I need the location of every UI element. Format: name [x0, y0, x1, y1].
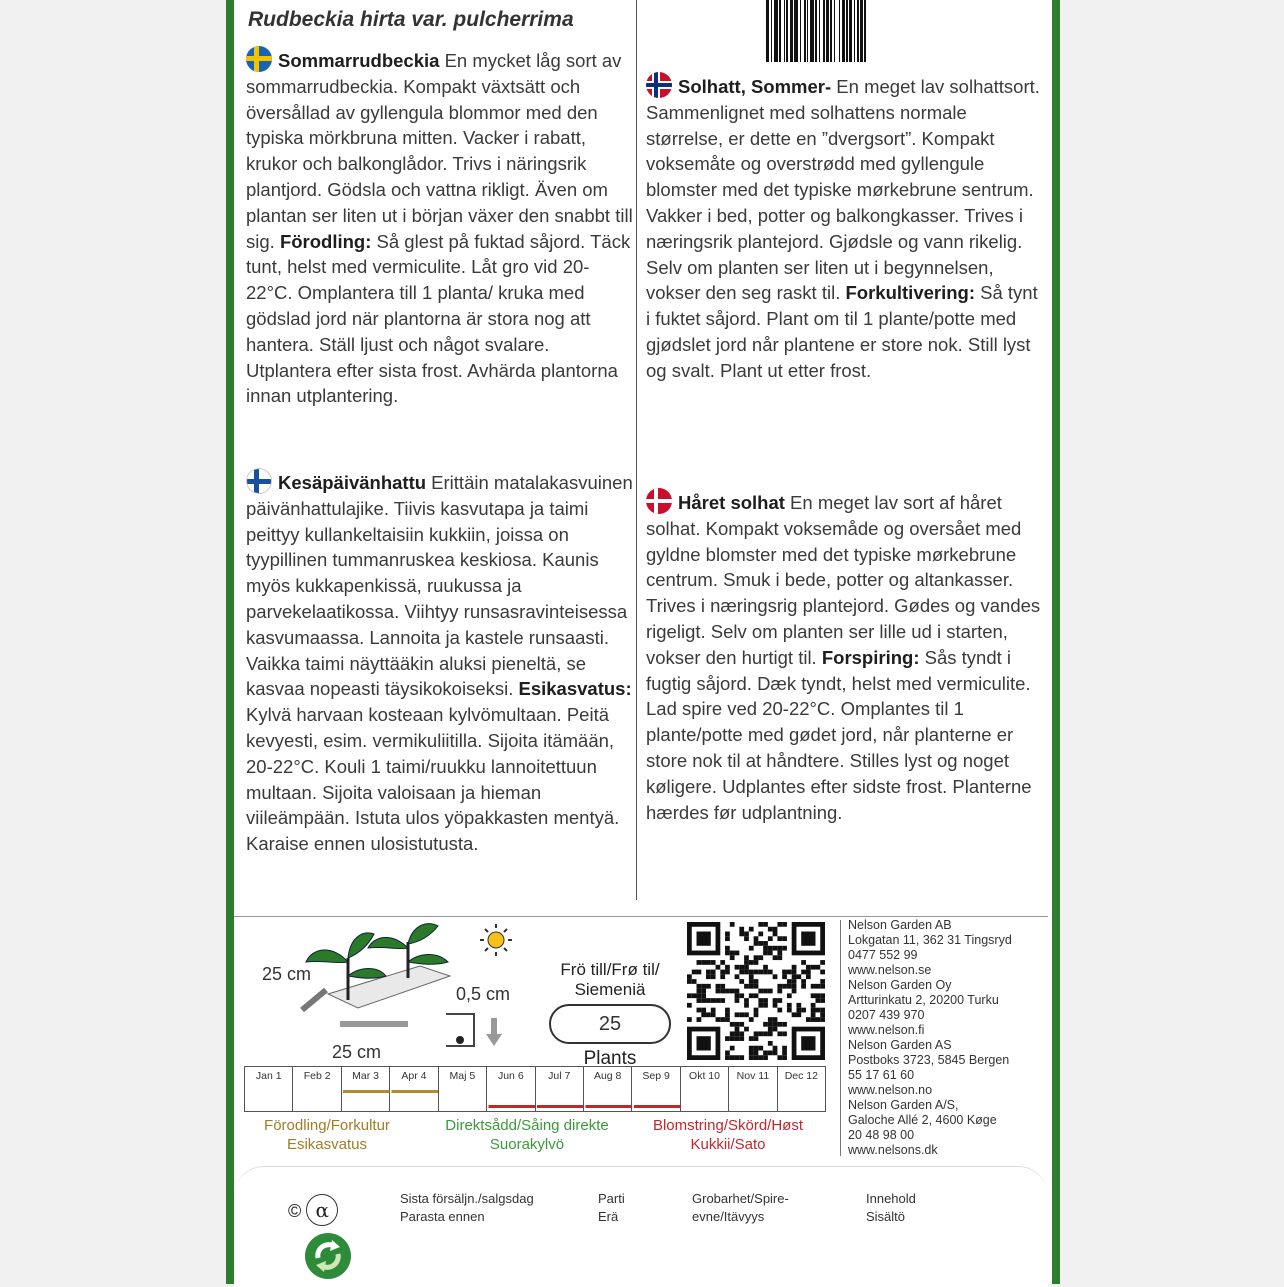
company-phone: 55 17 61 60 [848, 1068, 915, 1082]
bottom-section-divider [234, 916, 1048, 917]
legend-direct-sowing: Direktsådd/Såing direkte Suorakylvö [445, 1117, 609, 1153]
contact-sweden [848, 918, 1054, 978]
section-subtitle: Esikasvatus: [518, 678, 632, 700]
germination-label: Grobarhet/Spire- evne/Itävyys [692, 1191, 789, 1224]
contents-label: Innehold Sisältö [866, 1191, 916, 1224]
company-name: Nelson Garden AS [848, 1038, 952, 1052]
spacing-label: 25 cm [332, 1042, 382, 1062]
green-edge-left [226, 0, 234, 1284]
company-website: www.nelson.fi [848, 1023, 925, 1037]
flowering-bar [586, 1105, 633, 1108]
calendar-month: Aug 8 [584, 1067, 632, 1111]
seed-count-label: Frö till/Frø til/ Siemeniä [560, 960, 660, 999]
company-address: Postboks 3723, 5845 Bergen [848, 1053, 1010, 1067]
calendar-month: Maj 5 [439, 1067, 487, 1111]
company-address: Galoche Allé 2, 4600 Køge [848, 1113, 997, 1127]
section-subtitle: Forspiring: [821, 646, 920, 668]
alpha-logo-icon: α [306, 1194, 338, 1226]
company-phone: 0207 439 970 [848, 1008, 925, 1022]
company-address: Lokgatan 11, 362 31 Tingsryd [848, 933, 1012, 947]
company-name: Nelson Garden AB [848, 918, 952, 932]
company-website: www.nelson.se [848, 963, 932, 977]
section-finnish [246, 468, 634, 857]
section-title: Sommarrudbeckia [278, 50, 440, 71]
company-name: Nelson Garden A/S, [848, 1098, 959, 1112]
section-subtitle: Förodling: [279, 230, 372, 252]
legend-flowering: Blomstring/Skörd/Høst Kukkii/Sato [652, 1117, 804, 1153]
contact-separator [840, 920, 841, 1156]
section-subtext: Sås tyndt i fugtig såjord. Dæk tyndt, helst med vermiculite. Lad spire ved 20-22°C. Omplantes til 1 plante/potte med gødet jord, når planterne er store nok til at håndtere. Stilles lyst og noget køligere. Udplantes efter sidste frost. Planterne hærdes før udplantning. [646, 646, 1032, 823]
contact-denmark [848, 1098, 1054, 1158]
qr-code-icon [686, 922, 826, 1060]
calendar-month: Nov 11 [729, 1067, 777, 1111]
flowering-bar [489, 1105, 536, 1108]
contact-norway [848, 1038, 1054, 1098]
last-sale-date-label: Sista försäljn./salgsdag Parasta ennen [400, 1191, 534, 1224]
company-address: Artturinkatu 2, 20200 Turku [848, 993, 999, 1007]
danish-flag-icon [646, 488, 672, 514]
barcode [766, 0, 1018, 62]
calendar-month: Mar 3 [342, 1067, 390, 1111]
planting-diagram [240, 918, 530, 1068]
section-subtext: Kylvä harvaan kosteaan kylvömultaan. Peitä kevyesti, esim. vermikuliitilla. Sijoita itämään, 20-22°C. Kouli 1 taimi/ruukku lannoitettuun multaan. Sijoita valoisaan ja hieman viileämpään. Istuta ulos yöpakkasten mentyä. Karaise ennen ulosistutusta. [246, 704, 620, 855]
flowering-bar [537, 1105, 584, 1108]
calendar-month: Jun 6 [487, 1067, 535, 1111]
company-phone: 20 48 98 00 [848, 1128, 915, 1142]
section-intro: En meget lav solhattsort. Sammenlignet med solhattens normale størrelse, er dette en ”dvergsort”. Kompakt voksemåte og overstrødd med gyllengule blomster med det typiske mørkebrune sentrum. Vakker i bed, potter og balkongkasser. Trives i næringsrik plantejord. Gjødsle og vann rikelig. Selv om planten ser liten ut i begynnelsen, vokser den seg raskt til. [646, 76, 1040, 304]
seed-count-unit: Plants [583, 1048, 637, 1069]
recycle-icon [304, 1232, 352, 1280]
height-label: 25 cm [262, 964, 312, 984]
company-phone: 0477 552 99 [848, 948, 918, 962]
swedish-flag-icon [246, 46, 272, 72]
section-subtext: Så glest på fuktad såjord. Täck tunt, helst med vermiculite. Låt gro vid 20-22°C. Omplantera till 1 planta/ kruka med gödslad jord när plantorna är stora nog att hantera. Ställ ljust och något svalare. Utplantera efter sista frost. Avhärda plantorna innan utplantering. [246, 230, 631, 407]
sun-icon [480, 924, 512, 956]
contact-list [848, 918, 1054, 1158]
seed-count-value: 25 [549, 1004, 671, 1044]
depth-label: 0,5 cm [456, 984, 511, 1004]
copyright-symbol: © [288, 1201, 302, 1221]
calendar-month: Jan 1 [245, 1067, 293, 1111]
latin-name: Rudbeckia hirta var. pulcherrima [248, 8, 574, 31]
section-danish [646, 488, 1042, 825]
section-intro: En meget lav sort af håret solhat. Kompakt voksemåde og oversået med gyldne blomster med det typiske mørkebrune centrum. Smuk i bede, potter og altankasser. Trives i næringsrig plantejord. Gødes og vandes rigeligt. Selv om planten ser lille ud i starten, vokser den hurtigt til. [646, 492, 1041, 668]
calendar-month: Dec 12 [784, 1070, 818, 1082]
flowering-bar [634, 1105, 681, 1108]
section-subtitle: Forkultivering: [845, 282, 975, 304]
section-title: Håret solhat [678, 492, 785, 513]
section-title: Solhatt, Sommer- [678, 76, 832, 97]
legend-indoor-sowing: Förodling/Forkultur Esikasvatus [264, 1117, 390, 1153]
footer-panel [234, 1166, 1048, 1287]
section-title: Kesäpäivänhattu [278, 472, 427, 493]
contact-finland [848, 978, 1054, 1038]
column-divider [636, 0, 637, 900]
calendar-month: Okt 10 [681, 1067, 729, 1111]
calendar-bars [244, 1088, 826, 1108]
company-name: Nelson Garden Oy [848, 978, 952, 992]
calendar-month: Jul 7 [536, 1067, 584, 1111]
company-website: www.nelson.no [848, 1083, 933, 1097]
indoor-sowing-bar [392, 1090, 439, 1093]
section-intro: Erittäin matalakasvuinen päivänhattulajike. Tiivis kasvutapa ja taimi peittyy kullankeltaisiin kukkiin, joissa on tyypillinen tummanruskea keskiosa. Kaunis myös kukkapenkissä, ruukussa ja parvekelaatikossa. Viihtyy runsasravinteisessa kasvumaassa. Lannoita ja kastele runsaasti. Vaikka taimi näyttääkin aluksi pieneltä, se kasvaa nopeasti täysikokoiseksi. [246, 472, 633, 700]
indoor-sowing-bar [343, 1090, 390, 1093]
norwegian-flag-icon [646, 72, 672, 98]
calendar-month: Feb 2 [293, 1067, 341, 1111]
section-intro: En mycket låg sort av sommarrudbeckia. Kompakt växtsätt och översållad av gyllengula blommor med den typiska mörkbruna mitten. Vacker i rabatt, krukor och balkonglådor. Trivs i näringsrik plantjord. Gödsla och vattna rikligt. Även om plantan ser liten ut i början växer den snabbt till sig. [246, 50, 633, 252]
lot-label: Parti Erä [598, 1191, 625, 1224]
finnish-flag-icon [246, 468, 272, 494]
calendar-month: Apr 4 [390, 1067, 438, 1111]
section-norwegian [646, 72, 1042, 384]
copyright-mark [288, 1194, 338, 1226]
calendar-month: Sep 9 [632, 1067, 680, 1111]
seed-count-box [548, 960, 672, 1070]
company-website: www.nelsons.dk [848, 1143, 938, 1157]
section-swedish [246, 46, 634, 409]
section-subtext: Så tynt i fuktet såjord. Plant om til 1 plante/potte med gjødslet jord når plantene er store nok. Still lyst og svalt. Plant ut etter frost. [646, 282, 1038, 381]
